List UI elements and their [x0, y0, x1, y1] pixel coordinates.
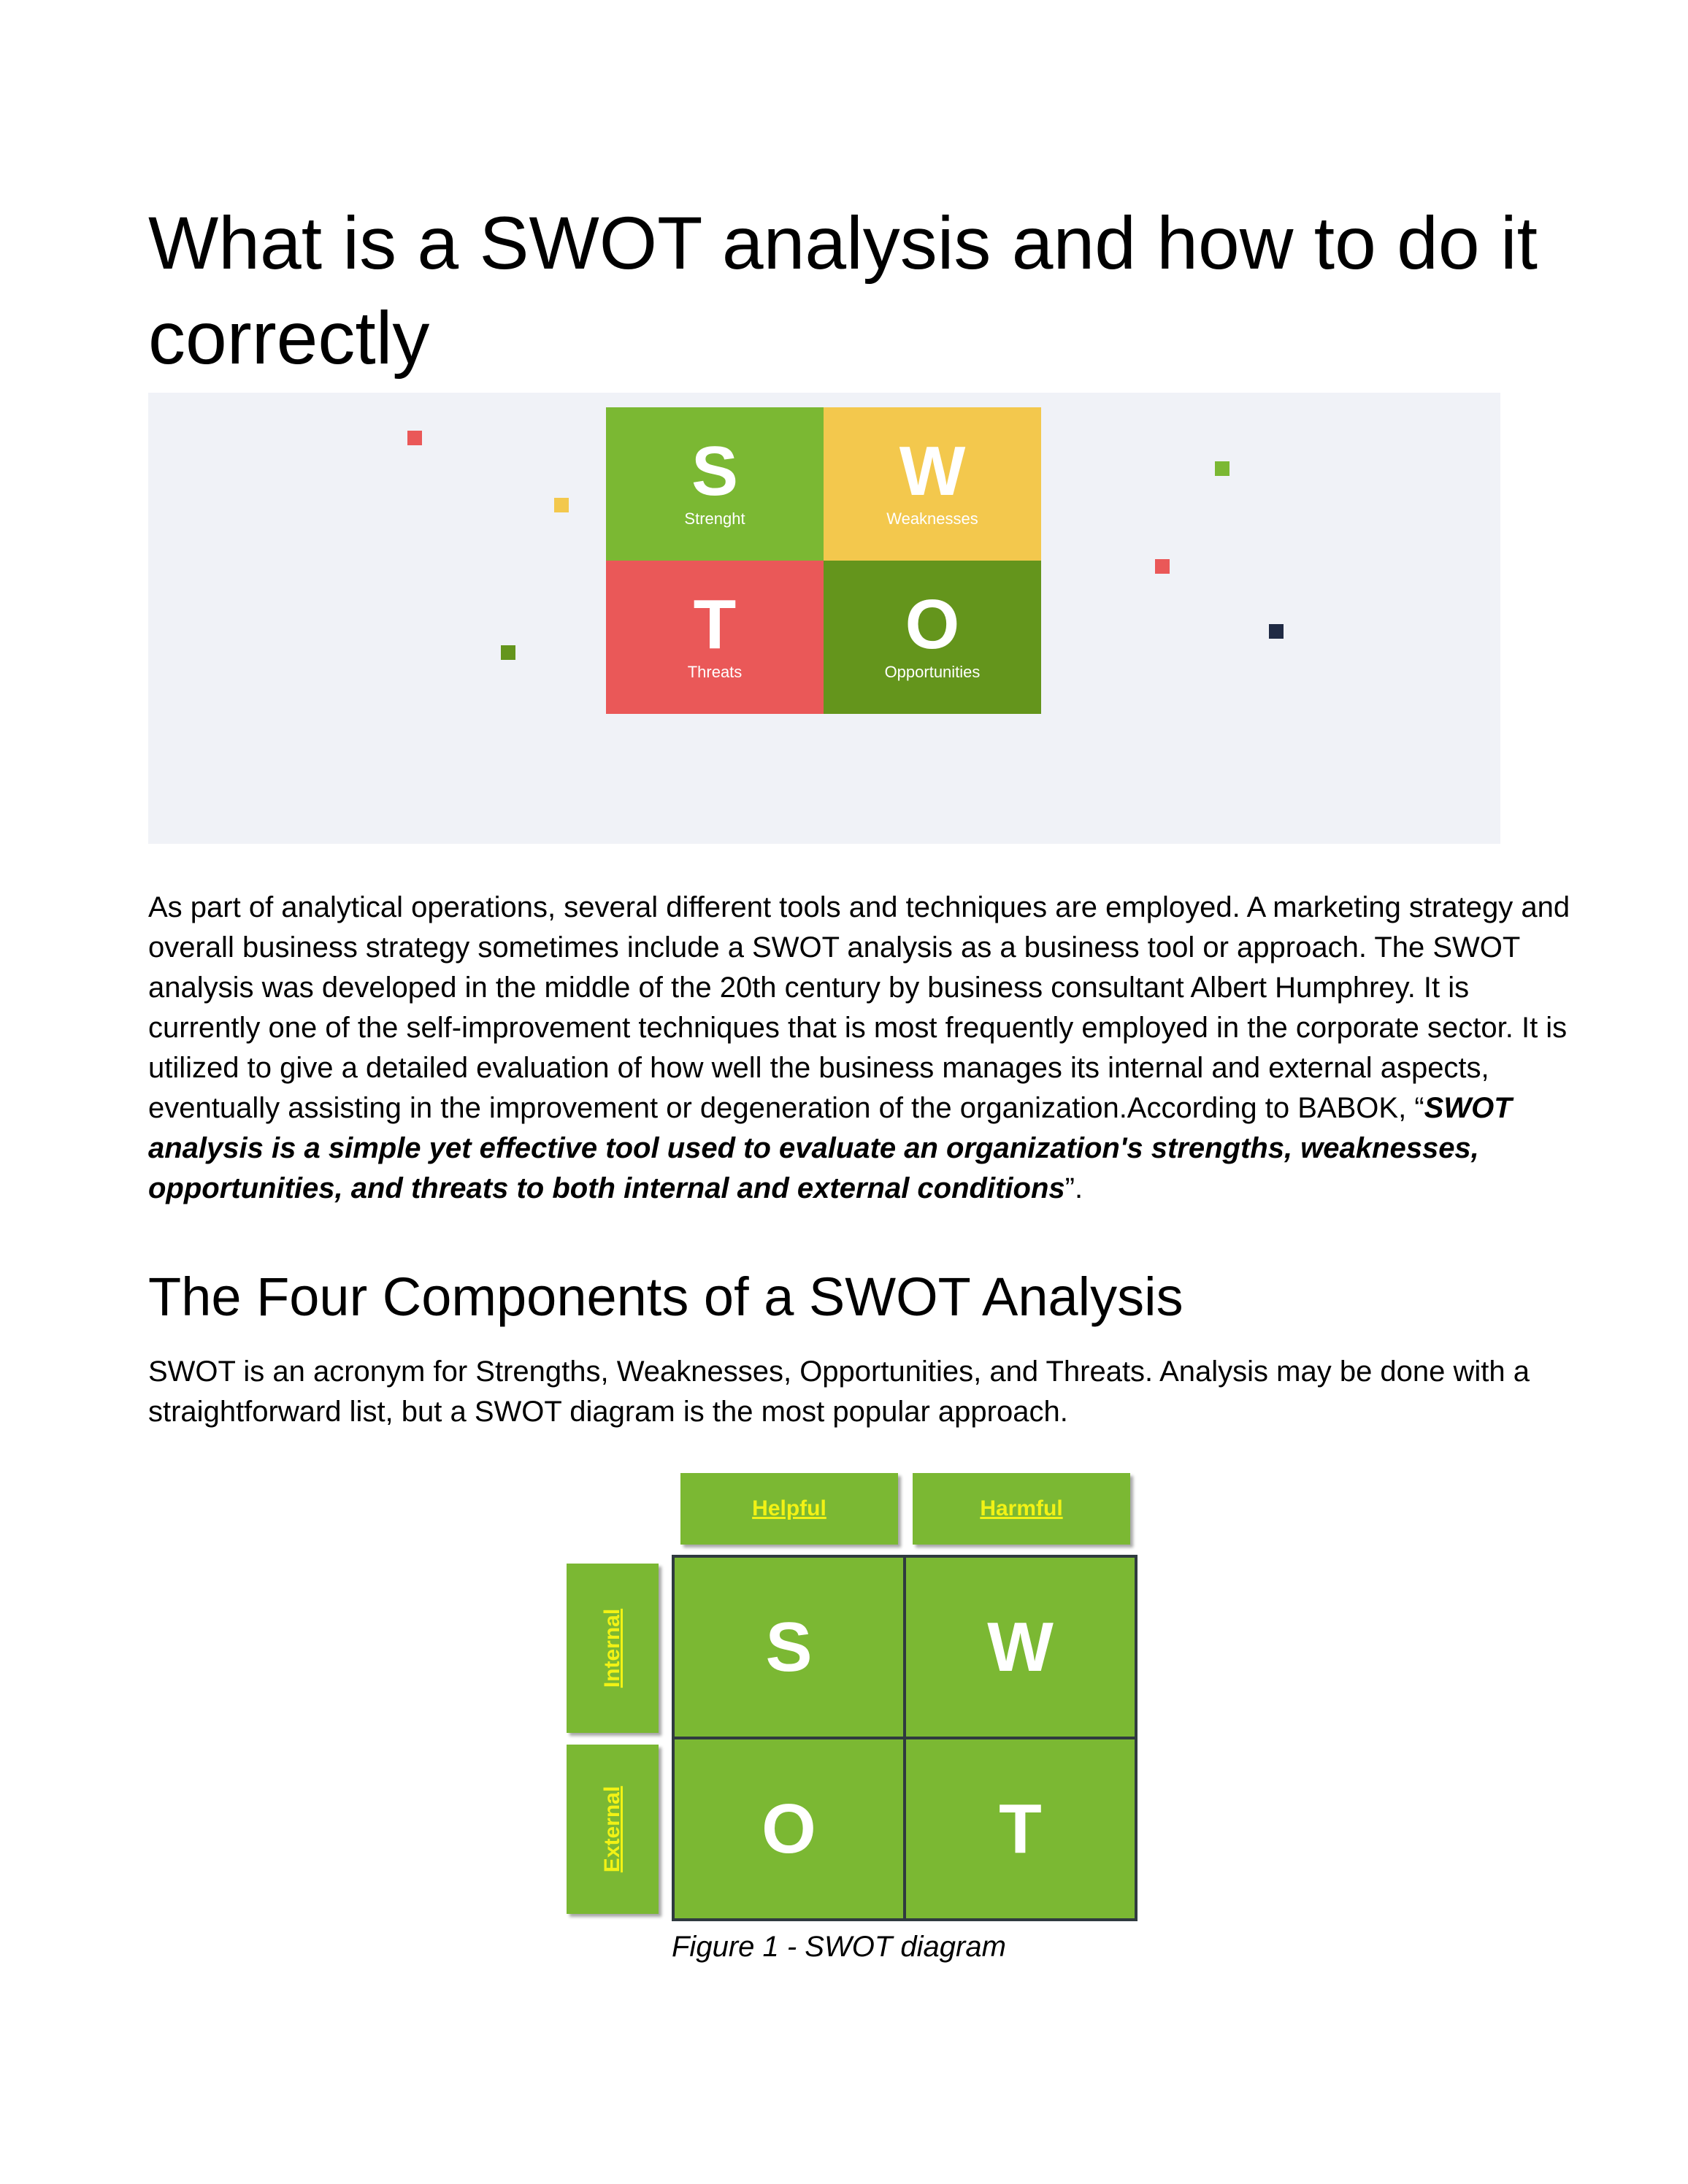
babok-quote: SWOT analysis is a simple yet effective tool used to evaluate an organization's strengths, weaknesses, opportunities, and threats to both internal and external conditions [148, 1092, 1512, 1204]
section-heading: The Four Components of a SWOT Analysis [148, 1266, 1183, 1327]
diagram-cell-s: S [675, 1558, 905, 1738]
quote-end: ”. [1064, 1172, 1083, 1204]
side-external [567, 1745, 659, 1914]
hero-cell-threats [606, 561, 824, 714]
side-label: Internal [600, 1608, 624, 1688]
header-harmful [913, 1473, 1130, 1545]
diagram-cell-o: O [675, 1738, 905, 1918]
hero-letter: O [905, 585, 960, 664]
diagram-cell-w: W [905, 1558, 1135, 1738]
hero-swot-grid [606, 407, 1041, 714]
decorative-square [1155, 559, 1170, 574]
intro-paragraph [148, 888, 1572, 1209]
hero-letter: W [899, 432, 966, 510]
header-helpful [680, 1473, 898, 1545]
header-label: Helpful [752, 1496, 826, 1520]
hero-cell-strength [606, 407, 824, 561]
page-title: What is a SWOT analysis and how to do it correctly [148, 201, 1538, 380]
hero-label: Threats [687, 663, 743, 681]
hero-letter: S [691, 432, 739, 510]
hero-letter: T [693, 585, 737, 664]
decorative-square [501, 645, 515, 660]
swot-diagram-grid [672, 1555, 1138, 1921]
side-label: External [600, 1785, 624, 1873]
intro-text: As part of analytical operations, several different tools and techniques are employed. A marketing strategy and overall business strategy sometimes include a SWOT analysis as a business tool or approach. The SWOT analysis was developed in the middle of the 20th century by business consultant Albert Humphrey. It is currently one of the self-improvement techniques that is most frequently employed in the corporate sector. It is utilized to give a detailed evaluation of how well the business manages its internal and external aspects, eventually assisting in the improvement or degeneration of the organization.According to BABOK, “ [148, 891, 1570, 1124]
header-label: Harmful [980, 1496, 1063, 1520]
hero-label: Weaknesses [886, 510, 978, 528]
section-paragraph: SWOT is an acronym for Strengths, Weaknesses, Opportunities, and Threats. Analysis may be done with a straightforward list, but a SWOT diagram is the most popular approach. [148, 1356, 1530, 1428]
side-internal [567, 1564, 659, 1733]
figure-caption: Figure 1 - SWOT diagram [672, 1931, 1006, 1963]
decorative-square [554, 498, 569, 512]
decorative-square [1215, 461, 1229, 476]
hero-label: Strenght [684, 510, 745, 528]
hero-cell-opportunities [824, 561, 1041, 714]
swot-hero-banner [148, 393, 1500, 844]
hero-cell-weaknesses [824, 407, 1041, 561]
hero-label: Opportunities [884, 663, 981, 681]
decorative-square [407, 431, 422, 445]
diagram-cell-t: T [905, 1738, 1135, 1918]
decorative-square [1269, 624, 1284, 639]
